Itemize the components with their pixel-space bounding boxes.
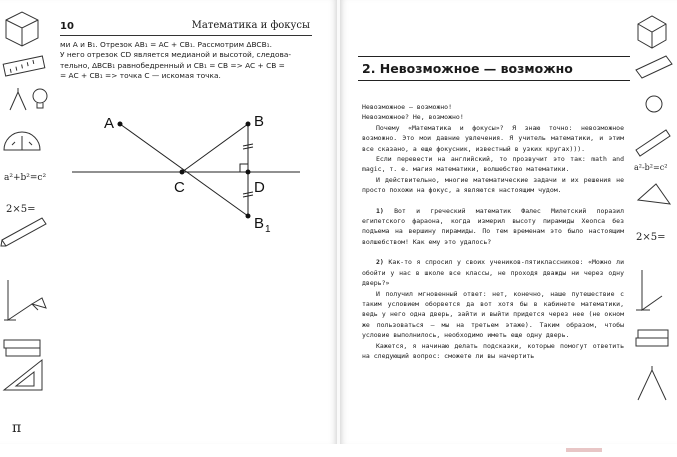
lamp-doodle bbox=[636, 270, 662, 310]
doodle-illustration bbox=[0, 0, 52, 444]
ruler-doodle bbox=[636, 130, 670, 156]
lamp-doodle bbox=[4, 280, 38, 320]
doodle-illustration bbox=[632, 0, 677, 444]
text-line: = AC + CB₁ => точка C — искомая точка. bbox=[60, 71, 221, 81]
label-b1-subscript: 1 bbox=[265, 224, 271, 234]
point-a bbox=[118, 122, 123, 127]
paragraph: Если перевести на английский, то прозвучит это так: math and magic, т. е. магия математики, волшебство математики. bbox=[362, 155, 624, 174]
paragraph: Кажется, я начинаю делать подсказки, которые помогут ответить на следующий вопрос: сможете ли вы начертить bbox=[362, 341, 624, 360]
label-d: D bbox=[254, 179, 265, 196]
equation-doodle: 2×5= bbox=[636, 232, 666, 243]
pencil-doodle bbox=[636, 56, 672, 78]
page-number: 10 bbox=[60, 21, 74, 32]
question-number: 1) bbox=[376, 206, 384, 215]
equation-doodle: 2×5= bbox=[6, 204, 36, 215]
question-number: 2) bbox=[376, 258, 384, 267]
pi-doodle: π bbox=[12, 420, 22, 436]
text-line: ми A и B₁. Отрезок AB₁ = AC + CB₁. Рассмотрим ΔBCB₁. bbox=[60, 40, 272, 49]
point-d bbox=[246, 170, 251, 175]
label-b1: B bbox=[254, 215, 265, 232]
pencil-doodle bbox=[1, 218, 46, 246]
cube-doodle bbox=[6, 12, 38, 46]
question-2 bbox=[362, 257, 624, 288]
compass-doodle bbox=[10, 88, 26, 110]
intro-line: Невозможное — возможно! bbox=[362, 103, 453, 111]
compass-doodle bbox=[638, 366, 666, 400]
watermark-stamp bbox=[566, 438, 602, 444]
label-a: A bbox=[104, 115, 115, 132]
running-title: Математика и фокусы bbox=[191, 20, 310, 31]
triangle-ruler-doodle bbox=[4, 360, 42, 390]
formula-doodle: a²-b²=c² bbox=[634, 163, 668, 172]
ruler-doodle bbox=[3, 56, 45, 76]
paragraph: Почему «Математика и фокусы»? Я знаю точно: невозможное возможно. Это мои давние увлечения. Я учитель математики, и этим все сказано, а еще фокусник, известный в узких кругах))). bbox=[362, 123, 624, 153]
question-text: Вот и греческий математик Фалес Милетский поразил египетского фараона, когда измерил высоту пирамиды Хеопса без подъема на вершину пирамиды. По тем временам это было настоящим волшебством! Как ему это удалось? bbox=[362, 206, 624, 246]
left-margin-doodles bbox=[0, 0, 52, 444]
lightbulb-doodle bbox=[646, 96, 662, 112]
left-body-text bbox=[60, 40, 312, 82]
geometry-figure bbox=[60, 104, 310, 238]
question-text: Как-то я спросил у своих учеников-пятиклассников: «Можно ли обойти у нас в школе все классы, не проходя дважды ни через одну дверь?» bbox=[362, 258, 624, 288]
text-line: У него отрезок CD является медианой и высотой, следова- bbox=[60, 50, 292, 60]
right-body-text bbox=[362, 102, 624, 361]
label-c: C bbox=[174, 179, 185, 196]
label-b: B bbox=[254, 113, 265, 130]
chapter-title: 2. Невозможное — возможно bbox=[358, 56, 630, 81]
point-b1 bbox=[246, 214, 251, 219]
paragraph: И действительно, многие математические задачи и их решения не просто похожи на фокус, а являются настоящим чудом. bbox=[362, 175, 624, 195]
geometry-diagram bbox=[60, 104, 310, 234]
paragraph: И получил мгновенный ответ: нет, конечно, наше путешествие с таким условием оборвется да вот хотя бы в кабинете математики, ведь у него одна дверь, зайти и выйти придется через нее (не окном же пользоваться — мы на третьем этаже). Таким образом, чтобы условие выполнилось, необходимо иметь еще одну дверь. bbox=[362, 289, 624, 340]
running-header bbox=[60, 20, 312, 36]
formula-doodle: a²+b²=c² bbox=[4, 173, 47, 183]
question-1 bbox=[362, 206, 624, 248]
cube-doodle bbox=[638, 16, 666, 48]
intro-line: Невозможное? Не, возможно! bbox=[362, 113, 464, 122]
point-b bbox=[246, 122, 251, 127]
left-page bbox=[0, 0, 337, 444]
segment-cb bbox=[182, 124, 248, 172]
right-margin-doodles bbox=[632, 0, 677, 444]
triangle-doodle bbox=[638, 184, 670, 204]
point-c bbox=[180, 170, 185, 175]
watermark-mark bbox=[566, 447, 602, 453]
lightbulb-doodle bbox=[33, 89, 47, 103]
text-line: тельно, ΔBCB₁ равнобедренный и CB₁ = CB => AC + CB = bbox=[60, 60, 285, 70]
